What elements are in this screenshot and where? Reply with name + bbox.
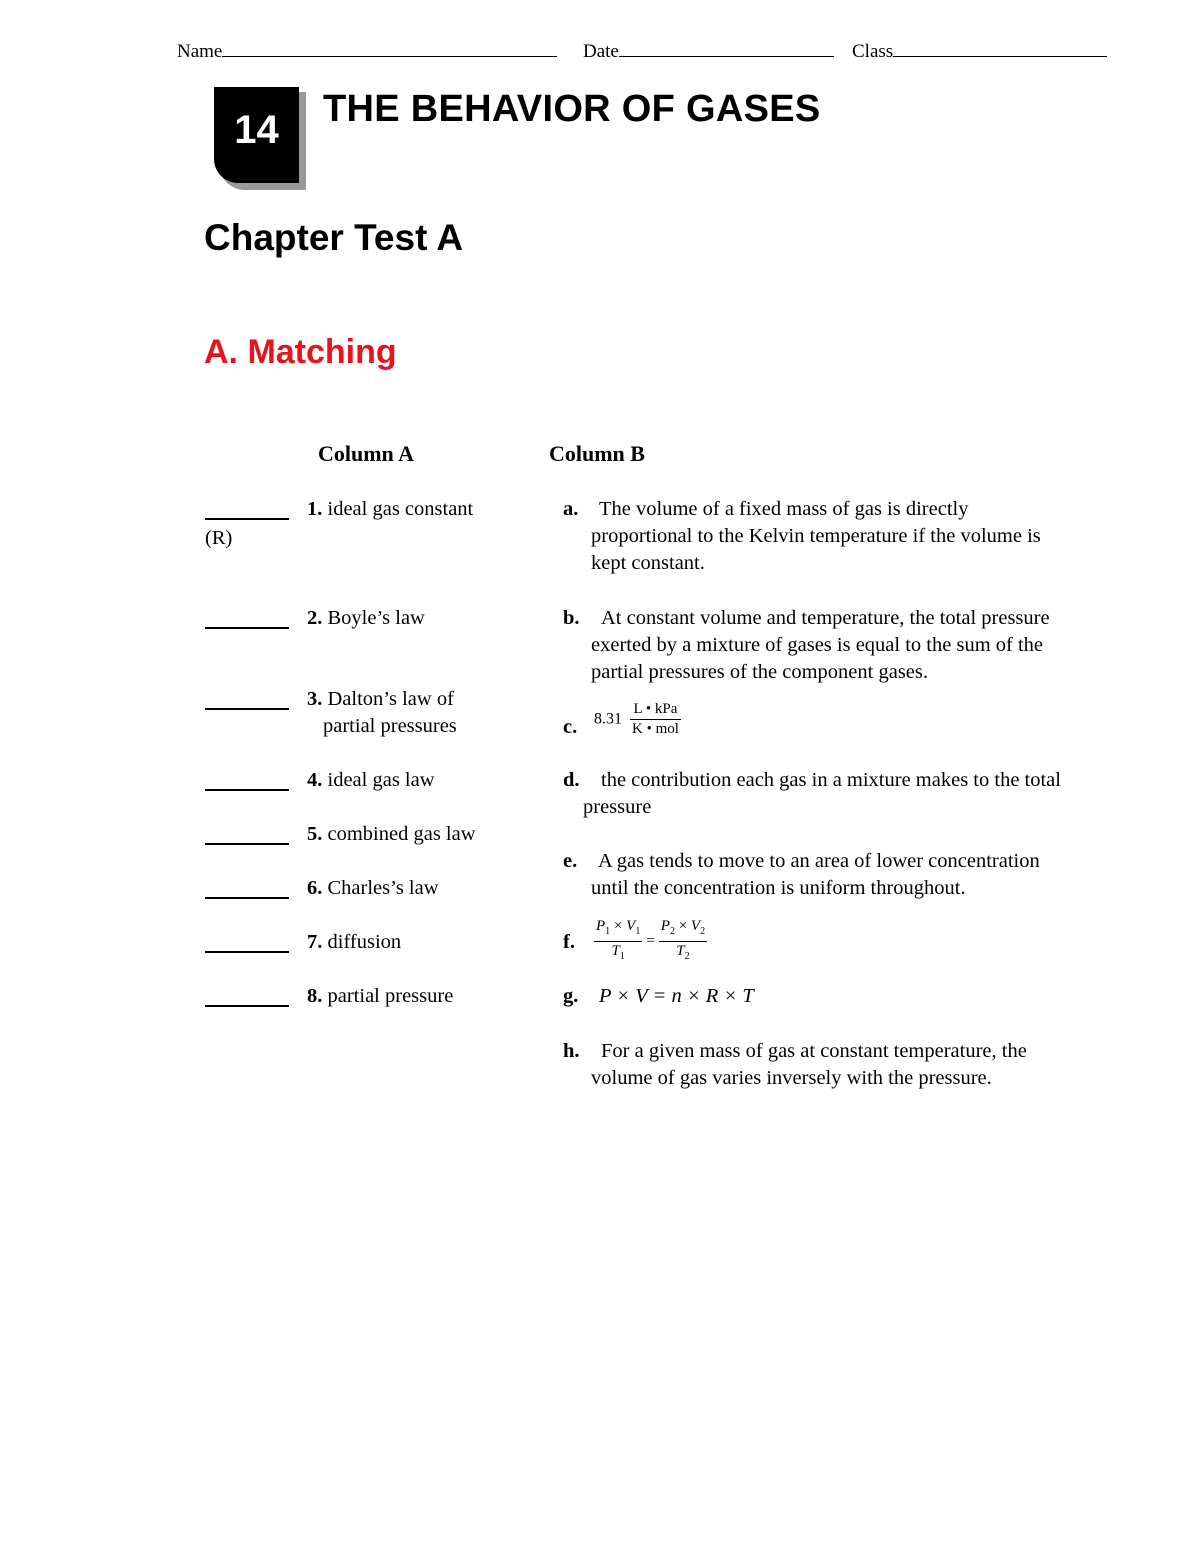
list-item-continued: partial pressures	[323, 715, 457, 737]
choice-text: exerted by a mixture of gases is equal to the sum of the	[591, 634, 1044, 656]
choice-text: until the concentration is uniform throughout.	[591, 877, 966, 899]
class-label: Class	[852, 41, 894, 62]
choice-label: e.	[563, 850, 578, 872]
choice-text: A gas tends to move to an area of lower concentration	[598, 850, 1040, 872]
choice-label: d.	[563, 769, 580, 791]
combined-gas-law-formula: $\frac{P_1 \times V_1}{T_1}$ = $\frac{P_2 \times V_2}{T_2}$	[596, 918, 706, 962]
date-line[interactable]	[619, 37, 834, 57]
list-item: 8. partial pressure	[307, 985, 454, 1007]
choice-text: pressure	[583, 796, 652, 818]
answer-blank-1[interactable]	[205, 518, 289, 520]
gas-constant-units: $\frac{\text{L • kPa}}{\text{K • mol}}$	[632, 701, 679, 737]
list-item: 4. ideal gas law	[307, 769, 435, 791]
answer-blank-6[interactable]	[205, 897, 289, 899]
section-letter: A.	[204, 333, 238, 371]
chapter-title: THE BEHAVIOR OF GASES	[323, 88, 821, 130]
test-title: Chapter Test A	[204, 217, 464, 258]
name-label: Name	[177, 41, 223, 62]
choice-text: proportional to the Kelvin temperature if the volume is	[591, 525, 1041, 547]
answer-blank-5[interactable]	[205, 843, 289, 845]
list-item: 3. Dalton’s law of	[307, 688, 454, 710]
answer-blank-7[interactable]	[205, 951, 289, 953]
choice-text: the contribution each gas in a mixture makes to the total	[601, 769, 1061, 791]
choice-label: h.	[563, 1040, 580, 1062]
class-field[interactable]	[852, 37, 1107, 63]
gas-constant-value: 8.31 $\frac{\text{L • kPa}}{\text{K • mol}}$	[594, 701, 679, 737]
list-item: 1. ideal gas constant	[307, 498, 474, 520]
answer-blank-8[interactable]	[205, 1005, 289, 1007]
choice-text: volume of gas varies inversely with the pressure.	[591, 1067, 992, 1089]
choice-label: a.	[563, 498, 579, 520]
choice-label: b.	[563, 607, 580, 629]
name-line[interactable]	[222, 37, 557, 57]
choice-label: c.	[563, 716, 578, 738]
answer-blank-2[interactable]	[205, 627, 289, 629]
section-title: Matching	[247, 333, 397, 371]
date-field[interactable]	[583, 37, 834, 63]
choice-text: partial pressures of the component gases.	[591, 661, 929, 683]
class-line[interactable]	[893, 37, 1107, 57]
choice-text: The volume of a fixed mass of gas is directly	[599, 498, 969, 520]
list-item: 7. diffusion	[307, 931, 402, 953]
name-field[interactable]	[177, 37, 557, 63]
date-label: Date	[583, 41, 619, 62]
list-item-extra: (R)	[205, 527, 233, 549]
choice-text: At constant volume and temperature, the total pressure	[601, 607, 1050, 629]
list-item: 5. combined gas law	[307, 823, 476, 845]
chapter-number: 14	[234, 108, 279, 152]
choice-label: g.	[563, 985, 579, 1007]
answer-blank-4[interactable]	[205, 789, 289, 791]
list-item: 6. Charles’s law	[307, 877, 439, 899]
answer-blank-3[interactable]	[205, 708, 289, 710]
section-heading	[204, 333, 397, 372]
column-a-heading: Column A	[318, 441, 414, 466]
choice-text: kept constant.	[591, 552, 705, 574]
ideal-gas-law-formula: P × V = n × R × T	[599, 985, 754, 1007]
list-item: 2. Boyle’s law	[307, 607, 425, 629]
choice-text: For a given mass of gas at constant temperature, the	[601, 1040, 1027, 1062]
column-b-heading: Column B	[549, 441, 645, 466]
choice-label: f.	[563, 931, 575, 953]
